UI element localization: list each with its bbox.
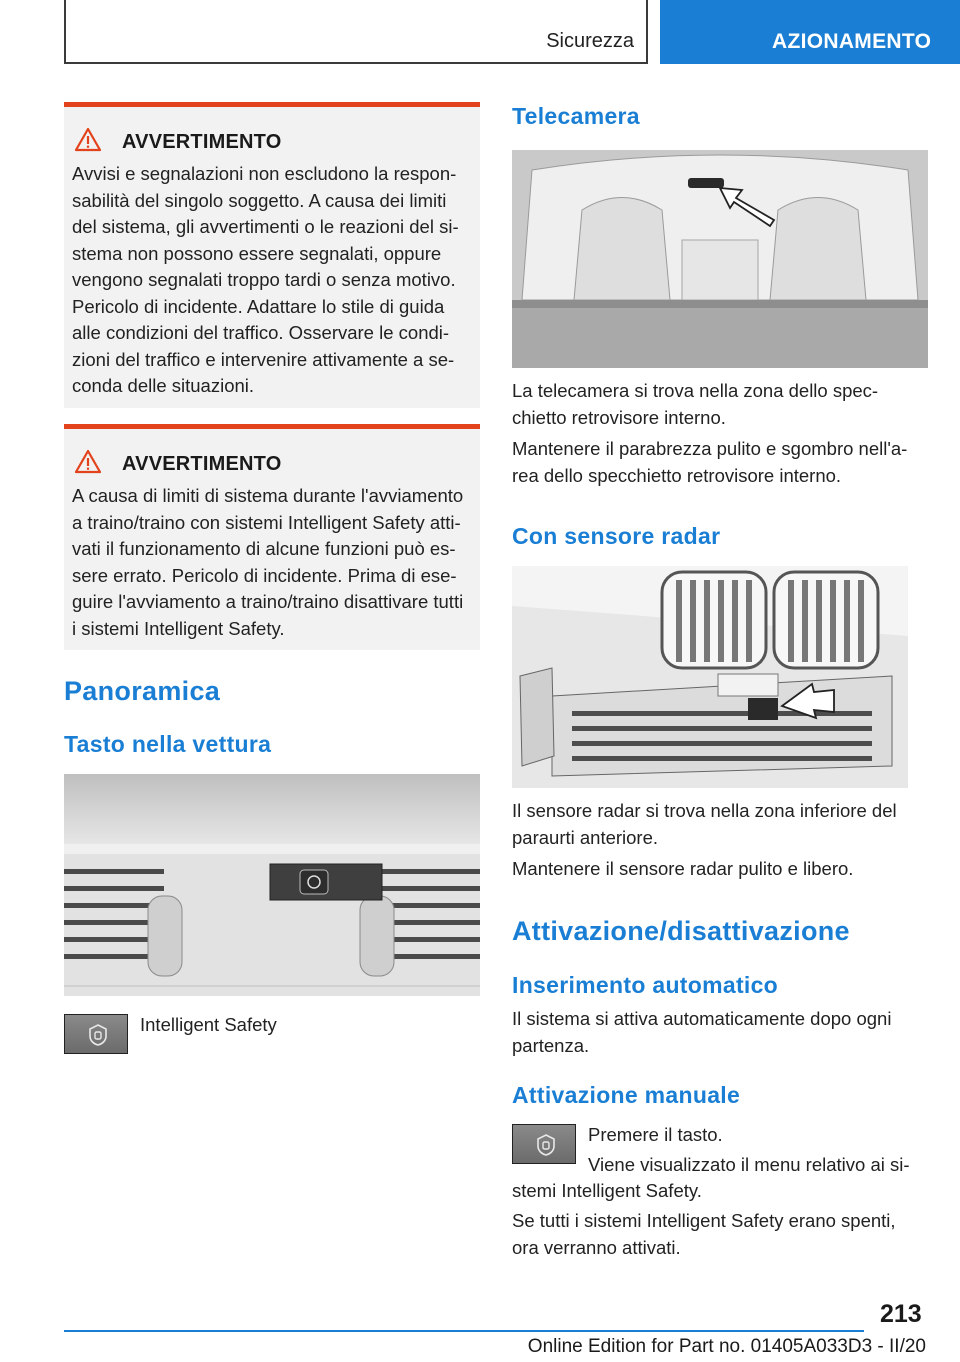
camera-photo [512, 150, 928, 368]
warning-text [72, 483, 482, 642]
text-line: alle condizioni del traffico. Osservare le condi- [72, 322, 450, 343]
radar-paragraph-1 [512, 798, 897, 851]
section-title-overview: Panoramica [64, 676, 221, 706]
dashboard-button-photo [64, 774, 480, 996]
warning-box-2 [64, 424, 480, 650]
section-title-radar: Con sensore radar [512, 523, 721, 549]
section-title-activation: Attivazione/disattivazione [512, 916, 850, 946]
text-line: sere errato. Pericolo di incidente. Prima di ese- [72, 564, 457, 586]
intelligent-safety-icon [535, 1133, 557, 1157]
text-line: Mantenere il parabrezza pulito e sgombro nell'a- [512, 438, 908, 459]
manual-paragraph [512, 1208, 896, 1261]
subsection-title-manual: Attivazione manuale [512, 1082, 741, 1108]
manual-step-line: Premere il tasto. [588, 1124, 723, 1145]
radar-paragraph-2: Mantenere il sensore radar pulito e libero. [512, 858, 854, 879]
camera-paragraph-1 [512, 378, 878, 431]
warning-title: AVVERTIMENTO [122, 131, 282, 153]
radar-photo [512, 566, 908, 788]
intelligent-safety-button [64, 1014, 128, 1054]
text-line: chietto retrovisore interno. [512, 406, 726, 428]
header-chapter-label: AZIONAMENTO [772, 30, 932, 53]
warning-box-1 [64, 102, 480, 408]
section-title-camera: Telecamera [512, 103, 640, 129]
manual-result-line: Viene visualizzato il menu relativo ai si- [588, 1154, 910, 1175]
footer-divider [64, 1330, 864, 1332]
text-line: La telecamera si trova nella zona dello spec- [512, 380, 879, 401]
warning-triangle-icon [74, 127, 102, 153]
text-line: rea dello specchietto retrovisore interno. [512, 464, 842, 486]
text-line: vati il funzionamento di alcune funzioni può es- [72, 538, 456, 559]
header-section-label: Sicurezza [546, 30, 634, 52]
auto-paragraph [512, 1006, 891, 1059]
text-line: partenza. [512, 1034, 590, 1056]
text-line: A causa di limiti di sistema durante l'avviamento [72, 485, 464, 506]
warning-text [72, 161, 482, 400]
text-line: Avvisi e segnalazioni non escludono la respon- [72, 163, 457, 184]
text-line: paraurti anteriore. [512, 826, 659, 848]
text-line: a traino/traino con sistemi Intelligent Safety atti- [72, 511, 461, 533]
text-line: del sistema, gli avvertimenti o le reazioni del si- [72, 216, 459, 237]
text-line: Se tutti i sistemi Intelligent Safety erano spenti, [512, 1210, 896, 1231]
header-section-tab [64, 0, 648, 64]
camera-paragraph-2 [512, 436, 907, 489]
button-caption: Intelligent Safety [140, 1014, 277, 1035]
subsection-title-button: Tasto nella vettura [64, 731, 272, 757]
text-line: ora verranno attivati. [512, 1236, 681, 1258]
text-line: zioni del traffico e intervenire attivamente a se- [72, 348, 455, 370]
text-line: Il sensore radar si trova nella zona inferiore del [512, 800, 897, 821]
text-line: Il sistema si attiva automaticamente dopo ogni [512, 1008, 892, 1029]
manual-result-line: stemi Intelligent Safety. [512, 1180, 702, 1201]
text-line: i sistemi Intelligent Safety. [72, 617, 285, 639]
subsection-title-auto: Inserimento automatico [512, 972, 779, 998]
text-line: stema non possono essere segnalati, oppure [72, 242, 442, 264]
warning-title: AVVERTIMENTO [122, 453, 282, 475]
footer-edition: Online Edition for Part no. 01405A033D3 - II/20 [527, 1336, 926, 1357]
page-number: 213 [880, 1300, 922, 1328]
text-line: sabilità del singolo soggetto. A causa dei limiti [72, 189, 447, 211]
warning-triangle-icon [74, 449, 102, 475]
intelligent-safety-icon [87, 1023, 109, 1047]
text-line: Pericolo di incidente. Adattare lo stile di guida [72, 295, 445, 317]
intelligent-safety-button [512, 1124, 576, 1164]
text-line: guire l'avviamento a traino/traino disattivare tutti [72, 591, 464, 612]
header-chapter-tab [660, 0, 960, 64]
text-line: vengono segnalati troppo tardi o senza motivo. [72, 269, 456, 290]
text-line: conda delle situazioni. [72, 375, 255, 396]
